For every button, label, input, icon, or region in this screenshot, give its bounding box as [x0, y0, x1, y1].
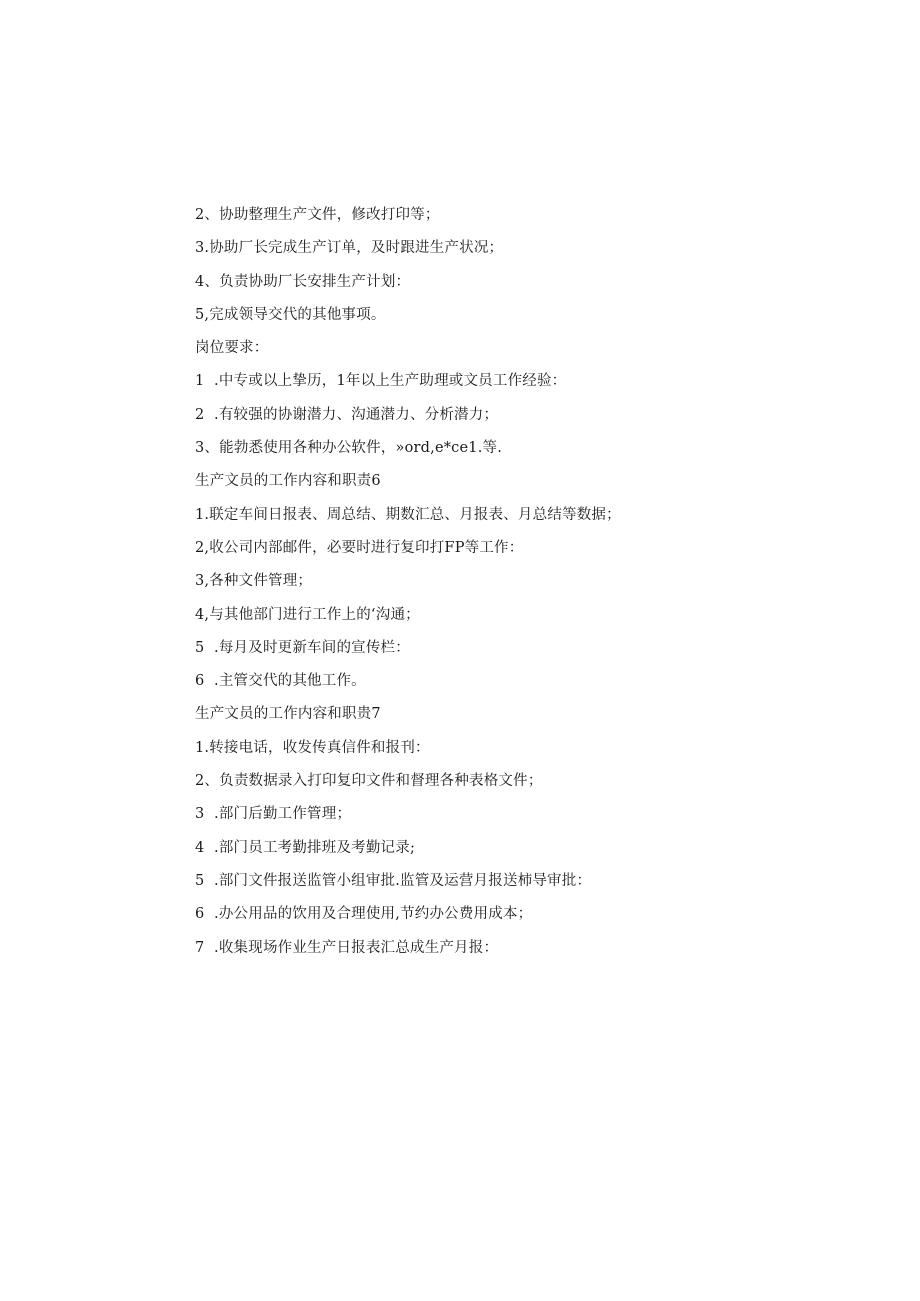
duty-line: 3.协助厂长完成生产订单，及时跟进生产状况； [195, 240, 504, 257]
duty-line: 3,各种文件管理； [195, 573, 313, 590]
requirement-line: 3、能勃悉使用各种办公软件，»ord,e*ce1.等. [195, 440, 503, 457]
section-heading-duties-7: 生产文员的工作内容和职贵7 [195, 706, 381, 723]
duty-line: 4、负责协助厂长安排生产计划： [195, 273, 411, 290]
duty-line: 4 .部门员工考勤排班及考勤记录; [195, 839, 416, 856]
requirement-line: 2 .有较强的协谢潜力、沟通潜力、分析潜力； [195, 406, 499, 423]
duty-line: 2、协助整理生产文件，修改打印等； [195, 207, 440, 223]
duty-line: 5,完成领导交代的其他事项。 [195, 306, 386, 323]
duty-line: 6 .主管交代的其他工作。 [195, 673, 366, 690]
section-heading-requirements: 岗位要求： [195, 340, 269, 357]
duty-line: 6 .办公用品的饮用及合理使用,节约办公费用成本； [195, 906, 533, 923]
duty-line: 2、负责数据录入打印复印文件和督理各种表格文件； [195, 773, 543, 790]
section-heading-duties-6: 生产文员的工作内容和职责6 [195, 473, 381, 490]
requirement-line: 1 .中专或以上挚历，1年以上生产助理或文员工作经验： [195, 373, 567, 390]
duty-line: 2,收公司内部邮件，必要时进行复印打FP等工作： [195, 539, 524, 556]
duty-line: 1.转接电话，收发传真信件和报刊： [195, 739, 430, 756]
document-body [195, 199, 815, 965]
duty-line: 5 .部门文件报送监管小组审批.监管及运营月报送柿导审批： [195, 872, 592, 889]
duty-line: 4,与其他部门进行工作上的‘沟通； [195, 606, 420, 623]
duty-line: 3 .部门后勤工作管理； [195, 806, 352, 823]
duty-line: 5 .每月及时更新车间的宣传栏： [195, 639, 410, 656]
duty-line: 7 .收集现场作业生产日报表汇总成生产月报： [195, 939, 499, 956]
duty-line: 1.联定车间日报表、周总结、期数汇总、月报表、月总结等数据； [195, 506, 621, 523]
